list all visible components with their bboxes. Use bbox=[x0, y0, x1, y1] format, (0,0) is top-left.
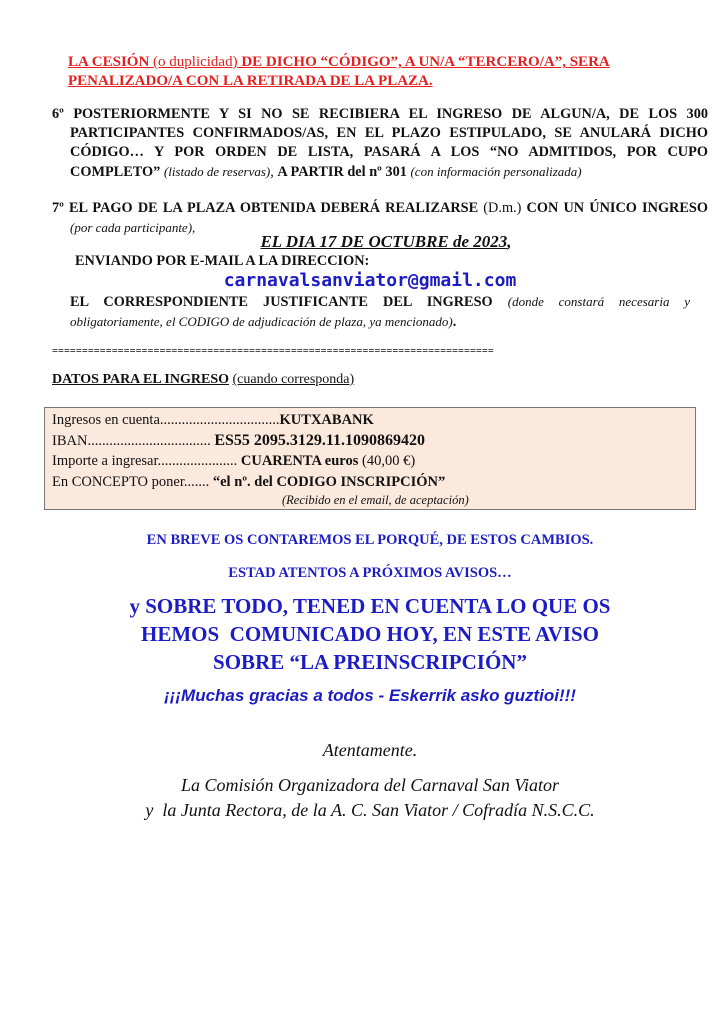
row-label: IBAN.................................. bbox=[52, 432, 215, 449]
text-segment: (listado de reservas) bbox=[163, 164, 271, 179]
text-segment: A PARTIR del nº 301 bbox=[277, 164, 411, 180]
announcement-line-1: EN BREVE OS CONTAREMOS EL PORQUÉ, DE ESTOS CAMBIOS. bbox=[146, 532, 594, 548]
signature-line-1: La Comisión Organizadora del Carnaval San Viator bbox=[180, 775, 560, 795]
row-extra: (40,00 €) bbox=[358, 453, 416, 469]
separator-line: ========================================================================== bbox=[52, 346, 494, 357]
text-segment: LA CESIÓN bbox=[68, 54, 154, 70]
row-label: Ingresos en cuenta................................. bbox=[52, 412, 280, 428]
text-segment: DE DICHO “CÓDIGO”, A UN/A “TERCERO/A”, SERA PENALIZADO/A CON LA RETIRADA DE LA PLAZA. bbox=[68, 54, 610, 89]
row-value: CUARENTA euros bbox=[240, 453, 359, 469]
text-segment: , bbox=[270, 164, 278, 180]
justificante-paragraph bbox=[70, 292, 690, 332]
row-value: “el nº. del CODIGO INSCRIPCIÓN” bbox=[212, 473, 446, 490]
text-segment: EL CORRESPONDIENTE JUSTIFICANTE DEL INGRESO bbox=[70, 294, 508, 310]
text-segment: CON UN ÚNICO INGRESO bbox=[521, 200, 708, 216]
warning-paragraph bbox=[68, 53, 688, 91]
email-address[interactable]: carnavalsanviator@gmail.com bbox=[223, 270, 517, 291]
text-segment: . bbox=[452, 314, 457, 330]
text-segment: 6º POSTERIORMENTE Y SI NO SE RECIBIERA EL INGRESO DE ALGUN/A, DE LOS 300 PARTICIPANTES CONFIRMADOS/AS, EN EL PLAZO ESTIPULADO, SE ANULARÁ DICHO CÓDIGO… Y POR ORDEN DE LISTA, PASARÁ A LOS “NO ADMITIDOS, POR CUPO COMPLETO” bbox=[52, 106, 708, 180]
text-segment: 7º EL PAGO DE LA PLAZA OBTENIDA DEBERÁ REALIZARSE bbox=[52, 200, 484, 216]
announcement-big-1: y SOBRE TODO, TENED EN CUENTA LO QUE OS bbox=[129, 594, 611, 618]
row-label: En CONCEPTO poner....... bbox=[52, 473, 213, 490]
payment-note: (Recibido en el email, de aceptación) bbox=[282, 493, 469, 507]
payment-date-text: EL DIA 17 DE OCTUBRE de 2023 bbox=[260, 232, 508, 251]
row-value: KUTXABANK bbox=[279, 412, 374, 428]
announcement-big-2: HEMOS COMUNICADO HOY, EN ESTE AVISO bbox=[140, 622, 599, 646]
item-6-paragraph bbox=[52, 105, 708, 182]
datos-heading bbox=[52, 372, 354, 388]
announcement-line-2: ESTAD ATENTOS A PRÓXIMOS AVISOS… bbox=[228, 565, 512, 581]
closing: Atentamente. bbox=[322, 740, 418, 760]
text-segment: (D.m.) bbox=[483, 200, 522, 216]
thanks-line: ¡¡¡Muchas gracias a todos - Eskerrik asko guztioi!!! bbox=[164, 686, 576, 705]
datos-title: DATOS PARA EL INGRESO bbox=[52, 372, 229, 387]
signature-line-2: y la Junta Rectora, de la A. C. San Viator / Cofradía N.S.C.C. bbox=[145, 800, 595, 820]
text-segment: (o duplicidad) bbox=[153, 54, 238, 70]
row-value: ES55 2095.3129.11.1090869420 bbox=[214, 431, 426, 449]
datos-note: (cuando corresponda) bbox=[232, 372, 355, 387]
payment-row-account bbox=[52, 410, 695, 431]
payment-date bbox=[0, 232, 724, 252]
sending-instruction: ENVIANDO POR E-MAIL A LA DIRECCION: bbox=[75, 253, 370, 269]
payment-row-amount bbox=[52, 451, 695, 472]
payment-date-comma: , bbox=[507, 232, 512, 251]
payment-row-concept bbox=[52, 472, 695, 493]
text-segment: (donde constará necesaria y obligatoriamente, el CODIGO de adjudicación de plaza, ya mencionado) bbox=[70, 294, 690, 329]
text-segment: (por cada participante), bbox=[70, 220, 196, 235]
text-segment: (con información personalizada) bbox=[410, 164, 582, 179]
payment-info-box bbox=[44, 407, 696, 510]
announcement-big-3: SOBRE “LA PREINSCRIPCIÓN” bbox=[213, 650, 527, 674]
payment-row-iban bbox=[52, 431, 695, 452]
row-label: Importe a ingresar...................... bbox=[52, 453, 241, 469]
